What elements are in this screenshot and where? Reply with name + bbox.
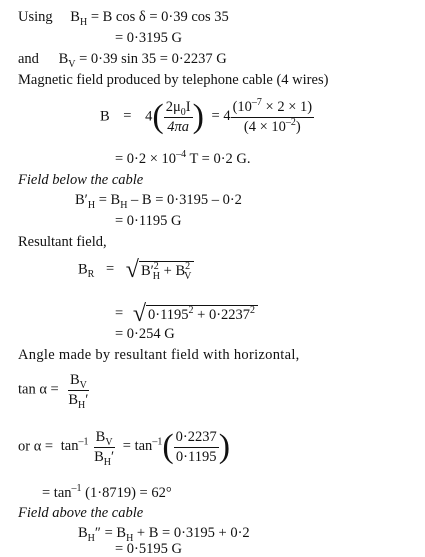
line-br-numeric: = √ $0\cdot 1195^2 + 0\cdot 2237^2$ [115, 302, 258, 326]
line-angle-heading: Angle made by resultant field with horizontal, [18, 347, 300, 363]
line-field-above-heading: Field above the cable [18, 505, 144, 521]
fraction-mu0-over-4pia: $\frac{2\mu_0I}{4\pi a}$ [165, 99, 191, 135]
line-b-formula: B = 4( $\frac{2\mu_0I}{4\pi a}$ ) = 4 $\frac{(10^{-7} \times 2 \times 1)}{(4 \times 10^{-2})}$ [100, 97, 313, 135]
line-bh-prime-value: = 0·1195 G [115, 213, 182, 229]
fraction-bv-bh: $\frac{B_V}{B_H'}$ [68, 372, 89, 411]
line-alpha-value: = $\tan^{-1} (1\cdot 8719) = 62^\circ$ [42, 483, 172, 501]
sqrt-numeric: √ $0\cdot 1195^2 + 0\cdot 2237^2$ [133, 302, 258, 326]
line-and-bv: and $B_V = 0\cdot 39$ sin 35 = 0·2237 G [18, 51, 227, 70]
line-magnetic-field-heading: Magnetic field produced by telephone cable (4 wires) [18, 72, 329, 88]
sqrt-expression: √ $B'^2_H + B^2_V$ [126, 258, 195, 282]
line-alpha-formula: or $\alpha = \tan^{-1}$ $\frac{B_V}{B_H'}$ = $\tan^{-1}$( $\frac{0\cdot 2237}{0\cdot 1195}$ ) [18, 428, 231, 468]
line-using-bh: Using $B_H = B$ cos δ = 0·39 cos 35 [18, 9, 229, 28]
line-resultant-heading: Resultant field, [18, 234, 107, 250]
line-tan-alpha: tan α = $\frac{B_V}{B_H'}$ [18, 372, 89, 411]
line-br-formula: $B_R$ = √ $B'^2_H + B^2_V$ [78, 258, 194, 282]
line-bh-prime: $B'_H = B_H - B = 0\cdot 3195 - 0\cdot 2$ [75, 192, 242, 211]
fraction-numeric-tan: $\frac{0\cdot 2237}{0\cdot 1195}$ [175, 429, 217, 465]
fraction-numeric: $\frac{(10^{-7} \times 2 \times 1)}{(4 \times 10^{-2})}$ [232, 97, 313, 135]
fraction-bv-bh-2: $\frac{B_V}{B_H'}$ [94, 429, 115, 468]
line-bh-double-prime: $B_H'' = B_H + B = 0\cdot 3195 + 0\cdot 2$ [78, 525, 250, 544]
line-br-value: = 0·254 G [115, 326, 175, 342]
line-field-below-heading: Field below the cable [18, 172, 144, 188]
line-bh-double-prime-value: = 0·5195 G [115, 541, 182, 557]
line-bh-value: = 0·3195 G [115, 30, 182, 46]
line-b-result: = $0\cdot 2 \times 10^{-4}$ T = 0·2 G. [115, 149, 251, 167]
